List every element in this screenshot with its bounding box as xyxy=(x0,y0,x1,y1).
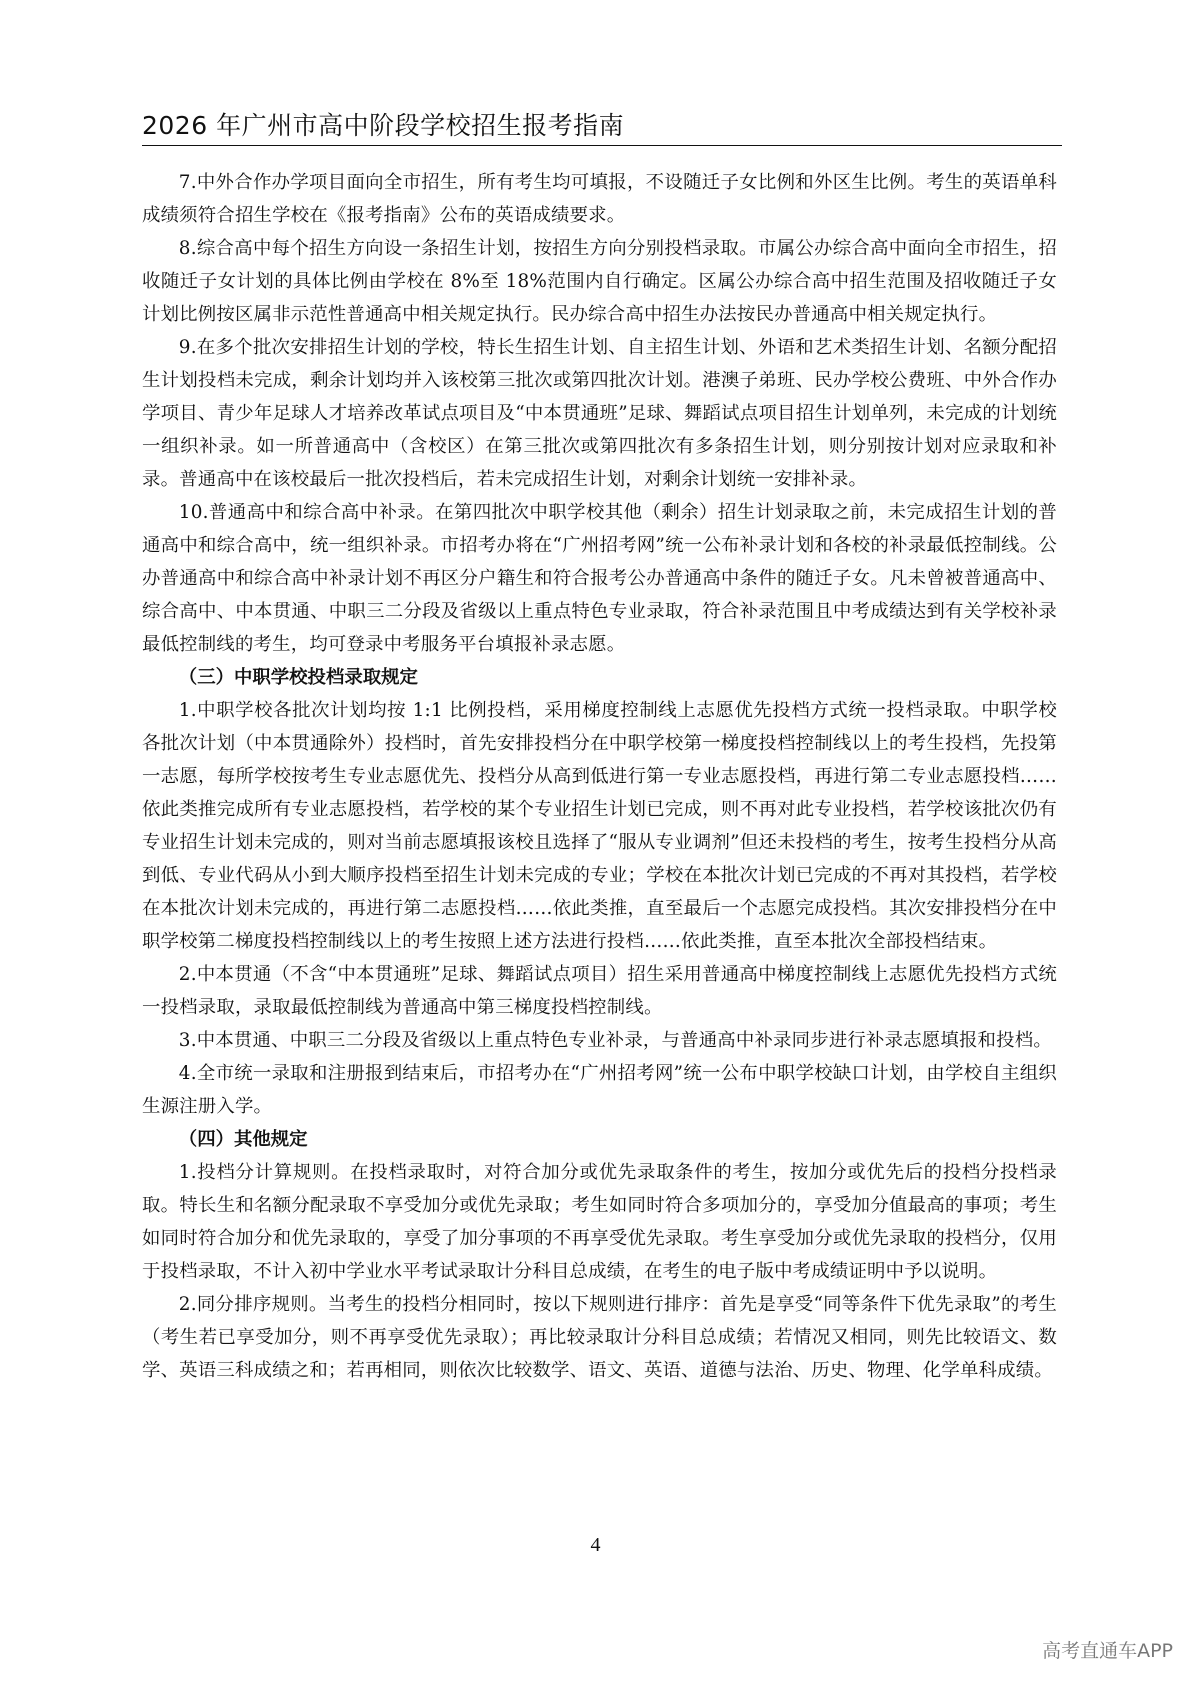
watermark-text: 高考直通车APP xyxy=(1042,1640,1173,1662)
body-paragraph: 8.综合高中每个招生方向设一条招生计划，按招生方向分别投档录取。市属公办综合高中面向全市招生，招收随迁子女计划的具体比例由学校在 8%至 18%范围内自行确定。区属公办综合高中招生范围及招收随迁子女计划比例按区属非示范性普通高中相关规定执行。民办综合高中招生办法按民办普通高中相关规定执行。 xyxy=(142,238,1057,325)
document-body xyxy=(142,166,1057,1387)
body-paragraph: 2.同分排序规则。当考生的投档分相同时，按以下规则进行排序：首先是享受“同等条件下优先录取”的考生（考生若已享受加分，则不再享受优先录取）；再比较录取计分科目总成绩；若情况又相同，则先比较语文、数学、英语三科成绩之和；若再相同，则依次比较数学、语文、英语、道德与法治、历史、物理、化学单科成绩。 xyxy=(142,1294,1057,1381)
body-paragraph: 3.中本贯通、中职三二分段及省级以上重点特色专业补录，与普通高中补录同步进行补录志愿填报和投档。 xyxy=(178,1030,1052,1051)
document-header-title: 2026 年广州市高中阶段学校招生报考指南 xyxy=(142,111,625,140)
body-paragraph: 4.全市统一录取和注册报到结束后，市招考办在“广州招考网”统一公布中职学校缺口计划，由学校自主组织生源注册入学。 xyxy=(142,1063,1057,1117)
section-heading: （三）中职学校投档录取规定 xyxy=(178,667,418,688)
body-paragraph: 9.在多个批次安排招生计划的学校，特长生招生计划、自主招生计划、外语和艺术类招生计划、名额分配招生计划投档未完成，剩余计划均并入该校第三批次或第四批次计划。港澳子弟班、民办学校公费班、中外合作办学项目、青少年足球人才培养改革试点项目及“中本贯通班”足球、舞蹈试点项目招生计划单列，未完成的计划统一组织补录。如一所普通高中（含校区）在第三批次或第四批次有多条招生计划，则分别按计划对应录取和补录。普通高中在该校最后一批次投档后，若未完成招生计划，对剩余计划统一安排补录。 xyxy=(142,337,1057,490)
body-paragraph: 10.普通高中和综合高中补录。在第四批次中职学校其他（剩余）招生计划录取之前，未完成招生计划的普通高中和综合高中，统一组织补录。市招考办将在“广州招考网”统一公布补录计划和各校的补录最低控制线。公办普通高中和综合高中补录计划不再区分户籍生和符合报考公办普通高中条件的随迁子女。凡未曾被普通高中、综合高中、中本贯通、中职三二分段及省级以上重点特色专业录取，符合补录范围且中考成绩达到有关学校补录最低控制线的考生，均可登录中考服务平台填报补录志愿。 xyxy=(142,502,1057,655)
body-paragraph: 1.投档分计算规则。在投档录取时，对符合加分或优先录取条件的考生，按加分或优先后的投档分投档录取。特长生和名额分配录取不享受加分或优先录取；考生如同时符合多项加分的，享受加分值最高的事项；考生如同时符合加分和优先录取的，享受了加分事项的不再享受优先录取。考生享受加分或优先录取的投档分，仅用于投档录取，不计入初中学业水平考试录取计分科目总成绩，在考生的电子版中考成绩证明中予以说明。 xyxy=(142,1162,1057,1282)
section-heading: （四）其他规定 xyxy=(178,1129,308,1150)
body-paragraph: 1.中职学校各批次计划均按 1:1 比例投档，采用梯度控制线上志愿优先投档方式统一投档录取。中职学校各批次计划（中本贯通除外）投档时，首先安排投档分在中职学校第一梯度投档控制线以上的考生投档，先投第一志愿，每所学校按考生专业志愿优先、投档分从高到低进行第一专业志愿投档，再进行第二专业志愿投档……依此类推完成所有专业志愿投档，若学校的某个专业招生计划已完成，则不再对此专业投档，若学校该批次仍有专业招生计划未完成的，则对当前志愿填报该校且选择了“服从专业调剂”但还未投档的考生，按考生投档分从高到低、专业代码从小到大顺序投档至招生计划未完成的专业；学校在本批次计划已完成的不再对其投档，若学校在本批次计划未完成的，再进行第二志愿投档……依此类推，直至最后一个志愿完成投档。其次安排投档分在中职学校第二梯度投档控制线以上的考生按照上述方法进行投档……依此类推，直至本批次全部投档结束。 xyxy=(142,700,1057,952)
body-paragraph: 7.中外合作办学项目面向全市招生，所有考生均可填报，不设随迁子女比例和外区生比例。考生的英语单科成绩须符合招生学校在《报考指南》公布的英语成绩要求。 xyxy=(142,172,1057,226)
body-paragraph: 2.中本贯通（不含“中本贯通班”足球、舞蹈试点项目）招生采用普通高中梯度控制线上志愿优先投档方式统一投档录取，录取最低控制线为普通高中第三梯度投档控制线。 xyxy=(142,964,1057,1018)
header-divider xyxy=(142,145,1062,146)
page-number: 4 xyxy=(590,1534,601,1556)
